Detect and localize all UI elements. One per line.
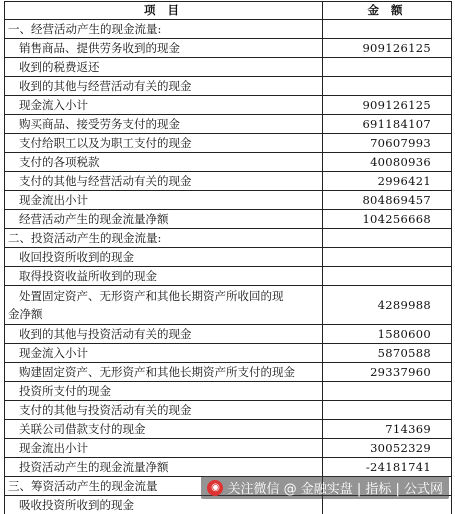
row-amount: 4289988 [323, 286, 452, 325]
table-row [5, 286, 452, 325]
row-label: 投资活动产生的现金流量净额 [5, 458, 323, 477]
table-row [5, 363, 452, 382]
row-amount: 909126125 [323, 96, 452, 115]
table-row [5, 115, 452, 134]
row-amount: 104256668 [323, 210, 452, 229]
table-row [5, 439, 452, 458]
row-amount [323, 248, 452, 267]
row-label-line2: 金净额 [8, 305, 322, 323]
row-amount: 714369 [323, 420, 452, 439]
row-label: 收到的其他与经营活动有关的现金 [5, 77, 323, 96]
row-label: 收到的税费返还 [5, 58, 323, 77]
table-row [5, 77, 452, 96]
row-label: 关联公司借款支付的现金 [5, 420, 323, 439]
row-label: 经营活动产生的现金流量净额 [5, 210, 323, 229]
table-row [5, 153, 452, 172]
row-label: 取得投资收益所收到的现金 [5, 267, 323, 286]
row-label: 收到的其他与投资活动有关的现金 [5, 325, 323, 344]
row-amount [323, 382, 452, 401]
row-label: 现金流入小计 [5, 344, 323, 363]
table-body [5, 20, 452, 514]
header-amount: 金 额 [323, 2, 452, 20]
row-amount: 1580600 [323, 325, 452, 344]
table-row [5, 267, 452, 286]
table-row [5, 420, 452, 439]
row-label [5, 286, 323, 325]
watermark [201, 476, 449, 499]
row-amount [323, 401, 452, 420]
row-amount [323, 77, 452, 96]
row-amount [323, 20, 452, 39]
table-row [5, 401, 452, 420]
table-row [5, 191, 452, 210]
table-row [5, 134, 452, 153]
row-amount: 29337960 [323, 363, 452, 382]
row-label: 投资所支付的现金 [5, 382, 323, 401]
row-amount: 804869457 [323, 191, 452, 210]
section-heading: 二、投资活动产生的现金流量: [5, 229, 323, 248]
table-row [5, 96, 452, 115]
row-amount: 30052329 [323, 439, 452, 458]
row-label: 现金流入小计 [5, 96, 323, 115]
row-amount: 70607993 [323, 134, 452, 153]
row-label: 收回投资所收到的现金 [5, 248, 323, 267]
row-label: 吸收投资所收到的现金 [5, 496, 323, 514]
cash-flow-statement [4, 1, 451, 503]
table-row [5, 172, 452, 191]
table-row [5, 20, 452, 39]
table-row [5, 58, 452, 77]
wechat-logo-icon: ◉ [207, 480, 223, 496]
cash-flow-table [4, 1, 452, 514]
section-heading: 一、经营活动产生的现金流量: [5, 20, 323, 39]
row-label: 支付的各项税款 [5, 153, 323, 172]
row-label: 现金流出小计 [5, 439, 323, 458]
row-label: 购建固定资产、无形资产和其他长期资产所支付的现金 [5, 363, 323, 382]
row-label: 支付的其他与投资活动有关的现金 [5, 401, 323, 420]
header-item: 项 目 [5, 2, 323, 20]
row-label: 支付的其他与经营活动有关的现金 [5, 172, 323, 191]
row-label: 购买商品、接受劳务支付的现金 [5, 115, 323, 134]
row-amount [323, 58, 452, 77]
row-amount: 909126125 [323, 39, 452, 58]
row-amount [323, 229, 452, 248]
table-row [5, 458, 452, 477]
row-amount: 2996421 [323, 172, 452, 191]
row-label-line1: 处置固定资产、无形资产和其他长期资产所收回的现 [19, 289, 284, 303]
watermark-text: 关注微信 @ 金融实盘 | 指标 | 公式网 [227, 478, 443, 497]
row-amount [323, 267, 452, 286]
row-amount: -24181741 [323, 458, 452, 477]
row-label: 现金流出小计 [5, 191, 323, 210]
table-row [5, 382, 452, 401]
table-row [5, 39, 452, 58]
table-row [5, 229, 452, 248]
row-amount: 5870588 [323, 344, 452, 363]
row-amount: 691184107 [323, 115, 452, 134]
table-row [5, 344, 452, 363]
table-row [5, 325, 452, 344]
row-amount: 40080936 [323, 153, 452, 172]
table-row [5, 210, 452, 229]
row-label: 销售商品、提供劳务收到的现金 [5, 39, 323, 58]
table-row [5, 248, 452, 267]
table-header-row [5, 2, 452, 20]
section-heading: 三、筹资活动产生的现金流量 [5, 477, 323, 496]
row-label: 支付给职工以及为职工支付的现金 [5, 134, 323, 153]
